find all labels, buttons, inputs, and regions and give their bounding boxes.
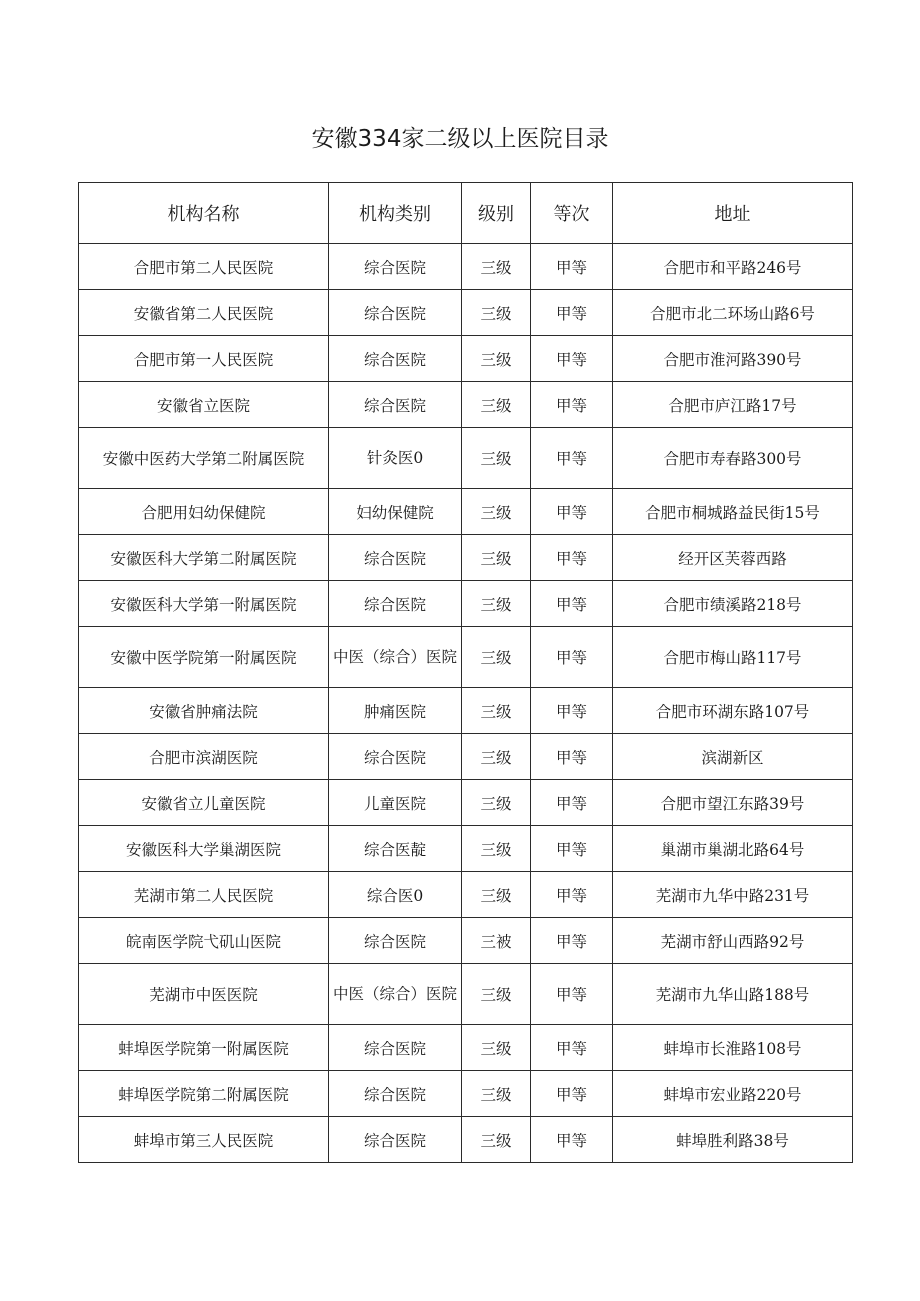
cell-name: 安徽医科大学第二附属医院 xyxy=(79,535,329,581)
cell-level: 三级 xyxy=(462,581,531,627)
cell-grade: 甲等 xyxy=(531,290,613,336)
cell-level: 三级 xyxy=(462,872,531,918)
table-row xyxy=(79,1071,853,1117)
cell-name: 安徽医科大学巢湖医院 xyxy=(79,826,329,872)
header-grade: 等次 xyxy=(531,183,613,244)
cell-address: 滨湖新区 xyxy=(613,734,853,780)
cell-address: 合肥市绩溪路218号 xyxy=(613,581,853,627)
cell-name: 蚌埠医学院第一附属医院 xyxy=(79,1025,329,1071)
cell-level: 三级 xyxy=(462,780,531,826)
cell-grade: 甲等 xyxy=(531,872,613,918)
table-row xyxy=(79,918,853,964)
cell-level: 三级 xyxy=(462,290,531,336)
cell-name: 皖南医学院弋矶山医院 xyxy=(79,918,329,964)
cell-grade: 甲等 xyxy=(531,826,613,872)
header-level: 级别 xyxy=(462,183,531,244)
cell-address: 合肥市梅山路117号 xyxy=(613,627,853,688)
cell-category: 综合医院 xyxy=(329,1071,462,1117)
cell-level: 三级 xyxy=(462,964,531,1025)
cell-grade: 甲等 xyxy=(531,918,613,964)
cell-level: 三级 xyxy=(462,627,531,688)
cell-name: 合肥市第二人民医院 xyxy=(79,244,329,290)
cell-grade: 甲等 xyxy=(531,535,613,581)
cell-grade: 甲等 xyxy=(531,1117,613,1163)
cell-level: 三级 xyxy=(462,688,531,734)
cell-level: 三级 xyxy=(462,1117,531,1163)
table-row xyxy=(79,382,853,428)
cell-address: 合肥市北二环场山路6号 xyxy=(613,290,853,336)
table-row xyxy=(79,336,853,382)
cell-name: 安徽中医学院第一附属医院 xyxy=(79,627,329,688)
cell-grade: 甲等 xyxy=(531,734,613,780)
table-row xyxy=(79,489,853,535)
cell-category: 综合医院 xyxy=(329,535,462,581)
cell-name: 安徽省立医院 xyxy=(79,382,329,428)
cell-address: 蚌埠市长淮路108号 xyxy=(613,1025,853,1071)
cell-category: 综合医院 xyxy=(329,918,462,964)
cell-category: 综合医院 xyxy=(329,382,462,428)
cell-level: 三级 xyxy=(462,489,531,535)
cell-category: 妇幼保健院 xyxy=(329,489,462,535)
header-name: 机构名称 xyxy=(79,183,329,244)
cell-category: 综合医0 xyxy=(329,872,462,918)
table-row xyxy=(79,627,853,688)
cell-category: 综合医院 xyxy=(329,244,462,290)
cell-level: 三级 xyxy=(462,1025,531,1071)
cell-address: 芜湖市舒山西路92号 xyxy=(613,918,853,964)
cell-level: 三级 xyxy=(462,244,531,290)
cell-grade: 甲等 xyxy=(531,1071,613,1117)
header-category: 机构类别 xyxy=(329,183,462,244)
table-row xyxy=(79,734,853,780)
table-header-row xyxy=(79,183,853,244)
cell-category: 综合医靛 xyxy=(329,826,462,872)
cell-address: 蚌埠胜利路38号 xyxy=(613,1117,853,1163)
table-row xyxy=(79,780,853,826)
cell-address: 合肥市环湖东路107号 xyxy=(613,688,853,734)
cell-name: 芜湖市中医医院 xyxy=(79,964,329,1025)
cell-address: 巢湖市巢湖北路64号 xyxy=(613,826,853,872)
cell-category: 综合医院 xyxy=(329,290,462,336)
cell-level: 三被 xyxy=(462,918,531,964)
cell-category: 综合医院 xyxy=(329,336,462,382)
cell-category: 综合医院 xyxy=(329,581,462,627)
cell-level: 三级 xyxy=(462,382,531,428)
cell-name: 安徽省第二人民医院 xyxy=(79,290,329,336)
cell-name: 安徽省肿痛法院 xyxy=(79,688,329,734)
cell-name: 安徽医科大学第一附属医院 xyxy=(79,581,329,627)
cell-name: 蚌埠市第三人民医院 xyxy=(79,1117,329,1163)
table-row xyxy=(79,964,853,1025)
table-row xyxy=(79,244,853,290)
table-row xyxy=(79,872,853,918)
table-row xyxy=(79,535,853,581)
cell-grade: 甲等 xyxy=(531,336,613,382)
cell-grade: 甲等 xyxy=(531,627,613,688)
cell-category: 综合医院 xyxy=(329,1025,462,1071)
page-title: 安徽334家二级以上医院目录 xyxy=(311,126,609,152)
cell-name: 合肥用妇幼保健院 xyxy=(79,489,329,535)
cell-name: 合肥市滨湖医院 xyxy=(79,734,329,780)
cell-grade: 甲等 xyxy=(531,964,613,1025)
table-row xyxy=(79,1025,853,1071)
cell-name: 合肥市第一人民医院 xyxy=(79,336,329,382)
table-row xyxy=(79,826,853,872)
cell-category: 肿痛医院 xyxy=(329,688,462,734)
table-row xyxy=(79,688,853,734)
cell-name: 芜湖市第二人民医院 xyxy=(79,872,329,918)
cell-address: 合肥市庐江路17号 xyxy=(613,382,853,428)
cell-level: 三级 xyxy=(462,826,531,872)
hospital-table xyxy=(78,182,853,1163)
cell-level: 三级 xyxy=(462,428,531,489)
cell-address: 经开区芙蓉西路 xyxy=(613,535,853,581)
cell-category: 综合医院 xyxy=(329,1117,462,1163)
table-row xyxy=(79,581,853,627)
cell-level: 三级 xyxy=(462,336,531,382)
cell-address: 芜湖市九华山路188号 xyxy=(613,964,853,1025)
cell-address: 芜湖市九华中路231号 xyxy=(613,872,853,918)
cell-grade: 甲等 xyxy=(531,244,613,290)
cell-category: 儿童医院 xyxy=(329,780,462,826)
cell-name: 安徽中医药大学第二附属医院 xyxy=(79,428,329,489)
cell-name: 蚌埠医学院第二附属医院 xyxy=(79,1071,329,1117)
cell-grade: 甲等 xyxy=(531,428,613,489)
cell-grade: 甲等 xyxy=(531,1025,613,1071)
cell-category: 中医（综合）医院 xyxy=(329,964,462,1025)
cell-address: 蚌埠市宏业路220号 xyxy=(613,1071,853,1117)
cell-address: 合肥市和平路246号 xyxy=(613,244,853,290)
cell-grade: 甲等 xyxy=(531,382,613,428)
cell-address: 合肥市淮河路390号 xyxy=(613,336,853,382)
header-address: 地址 xyxy=(613,183,853,244)
cell-category: 中医（综合）医院 xyxy=(329,627,462,688)
cell-address: 合肥市望江东路39号 xyxy=(613,780,853,826)
cell-level: 三级 xyxy=(462,535,531,581)
table-row xyxy=(79,290,853,336)
cell-level: 三级 xyxy=(462,734,531,780)
cell-name: 安徽省立儿童医院 xyxy=(79,780,329,826)
table-body xyxy=(79,244,853,1163)
cell-grade: 甲等 xyxy=(531,780,613,826)
cell-category: 综合医院 xyxy=(329,734,462,780)
cell-category: 针灸医0 xyxy=(329,428,462,489)
table-row xyxy=(79,1117,853,1163)
cell-grade: 甲等 xyxy=(531,688,613,734)
cell-grade: 甲等 xyxy=(531,489,613,535)
cell-address: 合肥市寿春路300号 xyxy=(613,428,853,489)
cell-address: 合肥市桐城路益民街15号 xyxy=(613,489,853,535)
cell-level: 三级 xyxy=(462,1071,531,1117)
cell-grade: 甲等 xyxy=(531,581,613,627)
table-row xyxy=(79,428,853,489)
